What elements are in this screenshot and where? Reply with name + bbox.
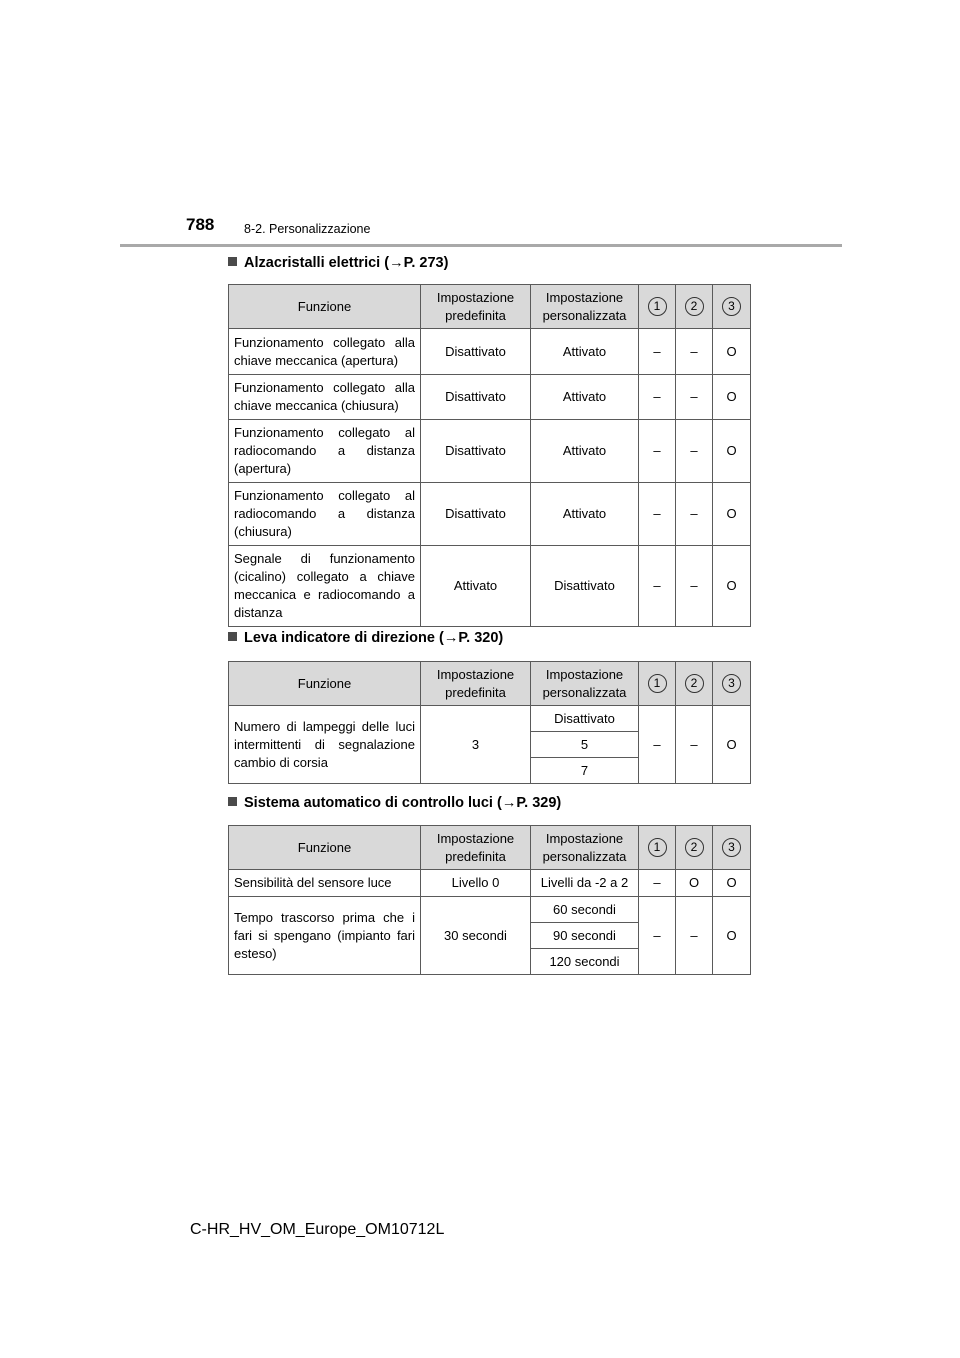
power-windows-table — [228, 284, 751, 627]
table-row: 5 — [229, 732, 751, 758]
header-col-2 — [676, 826, 713, 870]
turn-signal-table — [228, 661, 751, 784]
auto-light-table — [228, 825, 751, 975]
table-row: 90 secondi — [229, 923, 751, 949]
circled-3-icon: 3 — [722, 297, 741, 316]
header-col-1 — [639, 285, 676, 329]
page-reference[interactable]: P. 329) — [516, 795, 562, 811]
table-row: Segnale di funzionamento (cicalino) collegato a chiave meccanica e radiocomando a distanza Attivato Disattivato – – O — [229, 546, 751, 627]
header-col-2 — [676, 662, 713, 706]
table-row: 7 — [229, 758, 751, 784]
circled-2-icon: 2 — [685, 297, 704, 316]
header-default: Impostazione predefinita — [421, 662, 531, 706]
square-bullet-icon — [228, 632, 237, 641]
header-default: Impostazione predefinita — [421, 826, 531, 870]
arrow-icon: → — [501, 795, 517, 811]
arrow-icon: → — [443, 630, 459, 646]
header-col-3 — [713, 826, 751, 870]
circled-2-icon: 2 — [685, 838, 704, 857]
circled-1-icon: 1 — [648, 297, 667, 316]
table-row: Funzionamento collegato alla chiave meccanica (apertura) Disattivato Attivato – – O — [229, 329, 751, 375]
section-header: 8-2. Personalizzazione — [244, 222, 371, 236]
header-col-2 — [676, 285, 713, 329]
header-col-3 — [713, 285, 751, 329]
circled-1-icon: 1 — [648, 838, 667, 857]
header-col-1 — [639, 662, 676, 706]
section-title-turn-signal-lever: Leva indicatore di direzione (→P. 320) — [228, 630, 503, 646]
header-funzione: Funzione — [229, 662, 421, 706]
header-custom: Impostazione personalizzata — [531, 662, 639, 706]
header-funzione: Funzione — [229, 826, 421, 870]
page-number: 788 — [186, 215, 215, 234]
circled-3-icon: 3 — [722, 838, 741, 857]
table-row: 120 secondi — [229, 949, 751, 975]
section-title-power-windows: Alzacristalli elettrici (→P. 273) — [228, 255, 448, 271]
table-row: Funzionamento collegato al radiocomando a distanza (apertura) Disattivato Attivato – – O — [229, 420, 751, 483]
page-reference[interactable]: P. 273) — [403, 255, 449, 271]
page-reference[interactable]: P. 320) — [458, 630, 504, 646]
square-bullet-icon — [228, 257, 237, 266]
header-funzione: Funzione — [229, 285, 421, 329]
section-title-auto-light-control: Sistema automatico di controllo luci (→P. 329) — [228, 795, 561, 811]
table-row: Funzionamento collegato alla chiave meccanica (chiusura) Disattivato Attivato – – O — [229, 375, 751, 420]
header-divider — [120, 244, 842, 247]
table-row: Numero di lampeggi delle luci intermittenti di segnalazione cambio di corsia 3 Disattivato – – O — [229, 706, 751, 732]
table-row: Sensibilità del sensore luce Livello 0 Livelli da -2 a 2 – O O — [229, 870, 751, 897]
header-custom: Impostazione personalizzata — [531, 826, 639, 870]
circled-3-icon: 3 — [722, 674, 741, 693]
table-row: Tempo trascorso prima che i fari si spengano (impianto fari esteso) 30 secondi 60 secondi – – O — [229, 897, 751, 923]
square-bullet-icon — [228, 797, 237, 806]
header-col-1 — [639, 826, 676, 870]
circled-1-icon: 1 — [648, 674, 667, 693]
header-col-3 — [713, 662, 751, 706]
circled-2-icon: 2 — [685, 674, 704, 693]
document-code: C-HR_HV_OM_Europe_OM10712L — [190, 1221, 445, 1238]
table-row: Funzionamento collegato al radiocomando a distanza (chiusura) Disattivato Attivato – – O — [229, 483, 751, 546]
header-default: Impostazione predefinita — [421, 285, 531, 329]
arrow-icon: → — [389, 255, 404, 271]
header-custom: Impostazione personalizzata — [531, 285, 639, 329]
